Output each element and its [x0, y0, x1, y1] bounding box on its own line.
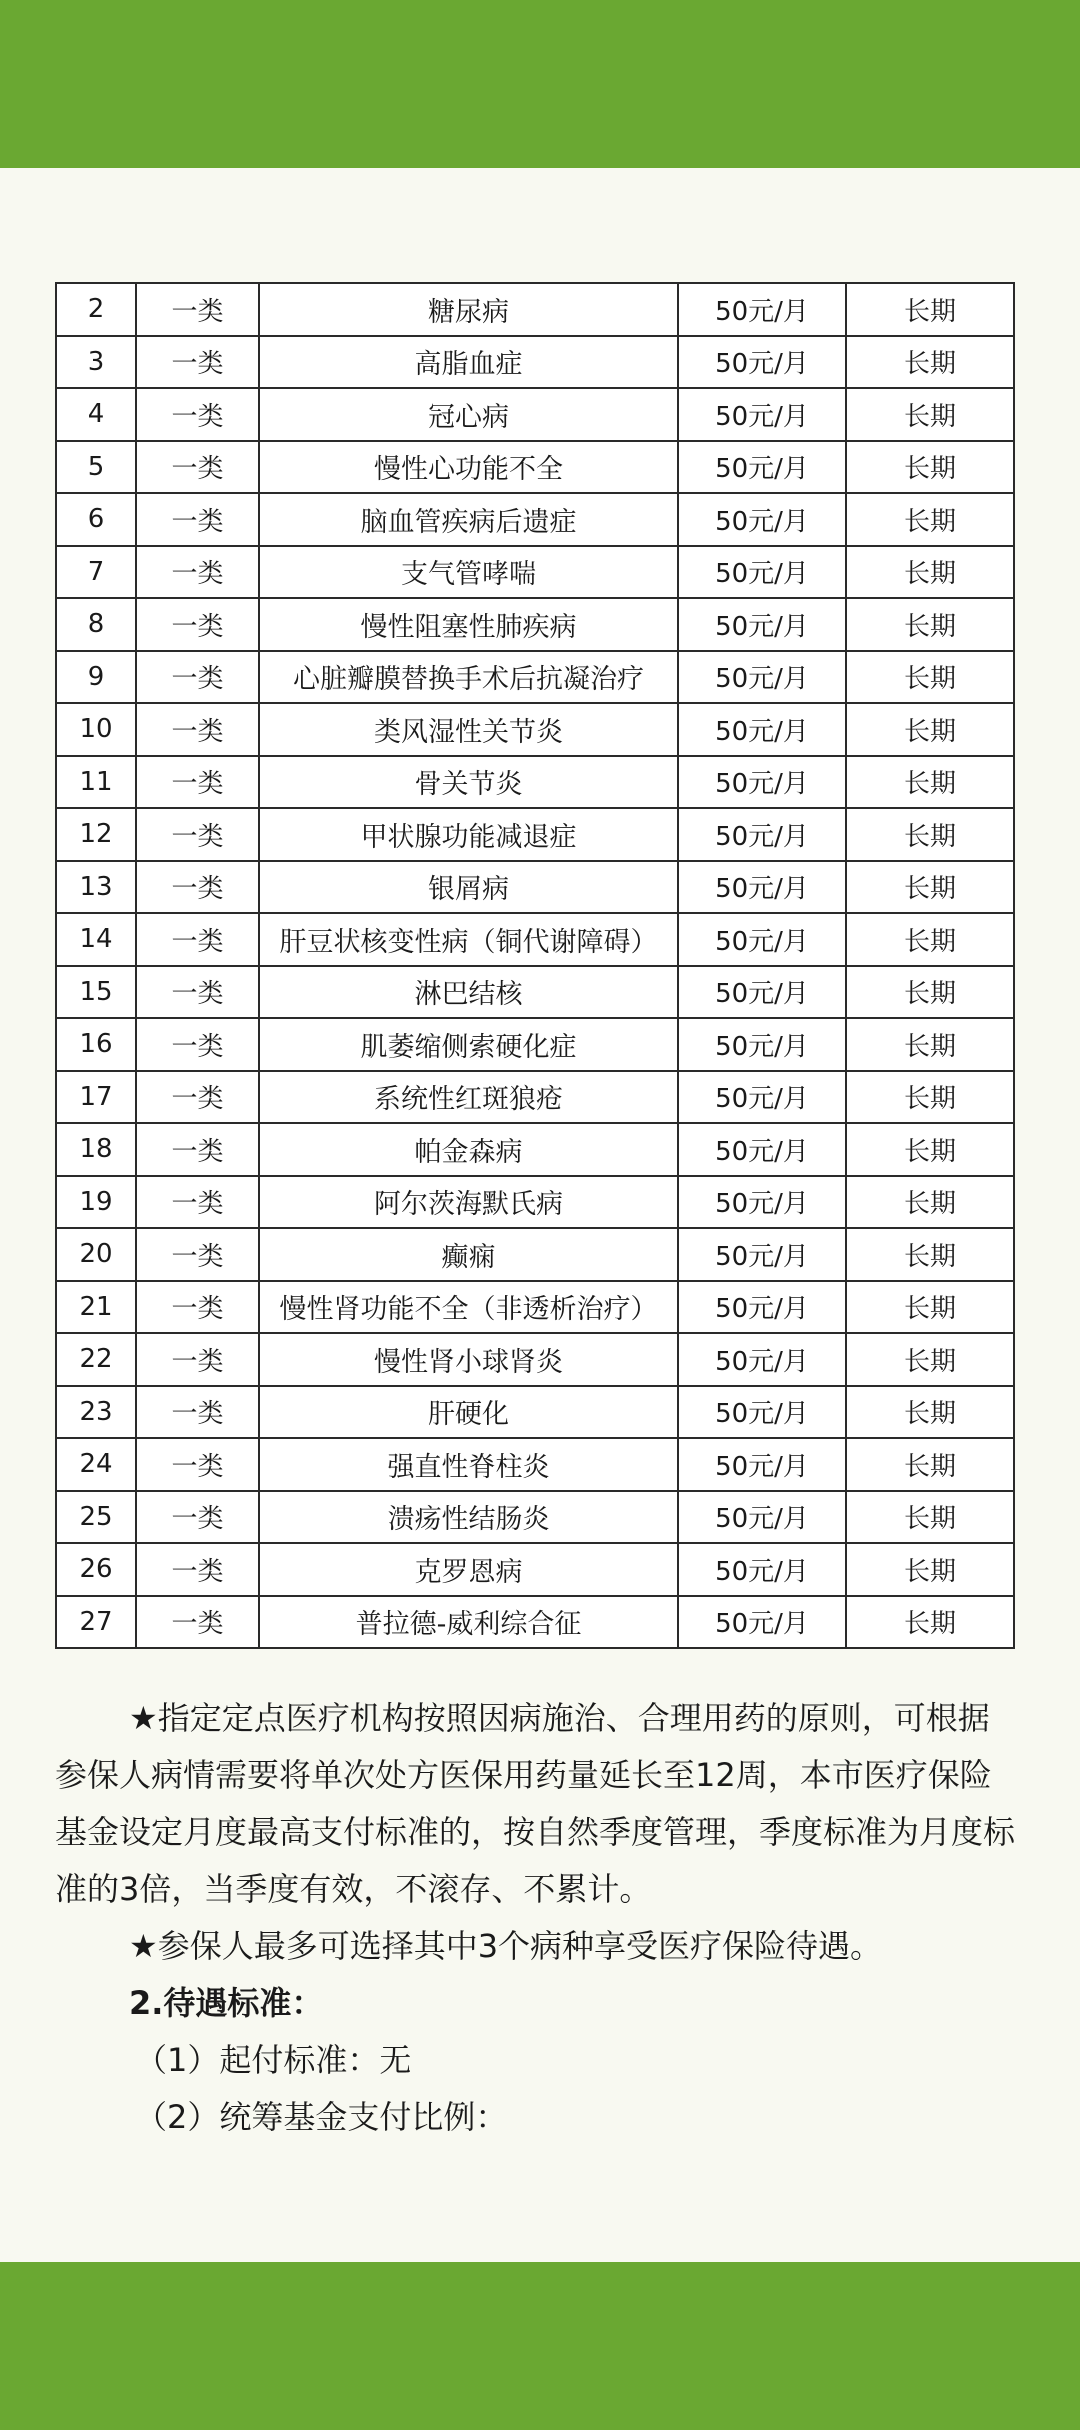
row-disease-name: 类风湿性关节炎 — [259, 703, 678, 756]
row-number: 24 — [56, 1438, 136, 1491]
row-period: 长期 — [846, 1333, 1014, 1386]
row-payment-limit: 50元/月 — [678, 1596, 846, 1649]
row-disease-name: 克罗恩病 — [259, 1543, 678, 1596]
table-row — [56, 546, 1014, 599]
row-payment-limit: 50元/月 — [678, 1386, 846, 1439]
table-row — [56, 651, 1014, 704]
row-period: 长期 — [846, 913, 1014, 966]
row-period: 长期 — [846, 808, 1014, 861]
row-period: 长期 — [846, 1018, 1014, 1071]
row-period: 长期 — [846, 1123, 1014, 1176]
row-disease-name: 帕金森病 — [259, 1123, 678, 1176]
row-payment-limit: 50元/月 — [678, 651, 846, 704]
row-period: 长期 — [846, 966, 1014, 1019]
note-max-diseases: ★参保人最多可选择其中3个病种享受医疗保险待遇。 — [129, 1927, 883, 1965]
row-disease-name: 慢性肾小球肾炎 — [259, 1333, 678, 1386]
row-number: 16 — [56, 1018, 136, 1071]
row-disease-name: 肝豆状核变性病（铜代谢障碍） — [259, 913, 678, 966]
table-row — [56, 1071, 1014, 1124]
row-number: 11 — [56, 756, 136, 809]
row-number: 12 — [56, 808, 136, 861]
item-fund-payment-ratio: （2）统筹基金支付比例： — [135, 2098, 508, 2136]
row-category: 一类 — [136, 441, 259, 494]
row-disease-name: 溃疡性结肠炎 — [259, 1491, 678, 1544]
row-disease-name: 阿尔茨海默氏病 — [259, 1176, 678, 1229]
row-payment-limit: 50元/月 — [678, 808, 846, 861]
row-payment-limit: 50元/月 — [678, 1123, 846, 1176]
row-period: 长期 — [846, 1596, 1014, 1649]
table-row — [56, 1438, 1014, 1491]
row-payment-limit: 50元/月 — [678, 1438, 846, 1491]
row-period: 长期 — [846, 756, 1014, 809]
row-number: 15 — [56, 966, 136, 1019]
row-number: 18 — [56, 1123, 136, 1176]
row-period: 长期 — [846, 493, 1014, 546]
row-disease-name: 冠心病 — [259, 388, 678, 441]
row-category: 一类 — [136, 1281, 259, 1334]
table-row — [56, 1596, 1014, 1649]
row-disease-name: 糖尿病 — [259, 283, 678, 336]
row-number: 14 — [56, 913, 136, 966]
row-number: 4 — [56, 388, 136, 441]
row-payment-limit: 50元/月 — [678, 756, 846, 809]
row-payment-limit: 50元/月 — [678, 1281, 846, 1334]
row-number: 22 — [56, 1333, 136, 1386]
row-payment-limit: 50元/月 — [678, 1071, 846, 1124]
row-disease-name: 肌萎缩侧索硬化症 — [259, 1018, 678, 1071]
table-row — [56, 808, 1014, 861]
table-row — [56, 966, 1014, 1019]
row-category: 一类 — [136, 861, 259, 914]
row-period: 长期 — [846, 598, 1014, 651]
row-category: 一类 — [136, 1176, 259, 1229]
row-disease-name: 强直性脊柱炎 — [259, 1438, 678, 1491]
row-category: 一类 — [136, 1491, 259, 1544]
row-payment-limit: 50元/月 — [678, 861, 846, 914]
row-payment-limit: 50元/月 — [678, 598, 846, 651]
table-row — [56, 1176, 1014, 1229]
row-number: 9 — [56, 651, 136, 704]
row-period: 长期 — [846, 1491, 1014, 1544]
table-row — [56, 861, 1014, 914]
table-row — [56, 756, 1014, 809]
row-number: 3 — [56, 336, 136, 389]
row-period: 长期 — [846, 1386, 1014, 1439]
disease-table-body — [56, 283, 1014, 1648]
table-row — [56, 441, 1014, 494]
row-disease-name: 甲状腺功能减退症 — [259, 808, 678, 861]
table-row — [56, 913, 1014, 966]
row-period: 长期 — [846, 1438, 1014, 1491]
row-period: 长期 — [846, 1071, 1014, 1124]
row-payment-limit: 50元/月 — [678, 283, 846, 336]
row-category: 一类 — [136, 283, 259, 336]
row-period: 长期 — [846, 283, 1014, 336]
row-number: 8 — [56, 598, 136, 651]
table-row — [56, 1018, 1014, 1071]
table-row — [56, 1281, 1014, 1334]
row-disease-name: 系统性红斑狼疮 — [259, 1071, 678, 1124]
row-disease-name: 慢性心功能不全 — [259, 441, 678, 494]
row-payment-limit: 50元/月 — [678, 1176, 846, 1229]
row-category: 一类 — [136, 1228, 259, 1281]
row-category: 一类 — [136, 651, 259, 704]
row-number: 17 — [56, 1071, 136, 1124]
row-period: 长期 — [846, 336, 1014, 389]
row-category: 一类 — [136, 1438, 259, 1491]
row-period: 长期 — [846, 546, 1014, 599]
row-category: 一类 — [136, 756, 259, 809]
row-payment-limit: 50元/月 — [678, 966, 846, 1019]
row-disease-name: 支气管哮喘 — [259, 546, 678, 599]
row-period: 长期 — [846, 1281, 1014, 1334]
row-disease-name: 慢性阻塞性肺疾病 — [259, 598, 678, 651]
row-payment-limit: 50元/月 — [678, 441, 846, 494]
row-number: 19 — [56, 1176, 136, 1229]
row-category: 一类 — [136, 546, 259, 599]
row-payment-limit: 50元/月 — [678, 493, 846, 546]
table-row — [56, 1543, 1014, 1596]
row-category: 一类 — [136, 1123, 259, 1176]
row-number: 13 — [56, 861, 136, 914]
row-disease-name: 脑血管疾病后遗症 — [259, 493, 678, 546]
row-category: 一类 — [136, 1333, 259, 1386]
row-number: 25 — [56, 1491, 136, 1544]
row-disease-name: 高脂血症 — [259, 336, 678, 389]
row-period: 长期 — [846, 388, 1014, 441]
bottom-green-band — [0, 2262, 1080, 2430]
table-row — [56, 1123, 1014, 1176]
row-period: 长期 — [846, 1228, 1014, 1281]
row-payment-limit: 50元/月 — [678, 336, 846, 389]
row-disease-name: 普拉德-威利综合征 — [259, 1596, 678, 1649]
table-row — [56, 283, 1014, 336]
table-row — [56, 1228, 1014, 1281]
row-period: 长期 — [846, 441, 1014, 494]
table-row — [56, 388, 1014, 441]
row-number: 2 — [56, 283, 136, 336]
row-payment-limit: 50元/月 — [678, 913, 846, 966]
row-number: 27 — [56, 1596, 136, 1649]
row-period: 长期 — [846, 1543, 1014, 1596]
table-row — [56, 703, 1014, 756]
row-period: 长期 — [846, 861, 1014, 914]
row-disease-name: 骨关节炎 — [259, 756, 678, 809]
row-category: 一类 — [136, 703, 259, 756]
top-green-band — [0, 0, 1080, 168]
row-category: 一类 — [136, 1543, 259, 1596]
row-disease-name: 银屑病 — [259, 861, 678, 914]
policy-notes — [55, 1690, 1015, 2146]
disease-table — [55, 282, 1013, 1649]
table-row — [56, 1333, 1014, 1386]
row-period: 长期 — [846, 703, 1014, 756]
table-row — [56, 493, 1014, 546]
row-payment-limit: 50元/月 — [678, 1333, 846, 1386]
row-number: 7 — [56, 546, 136, 599]
row-payment-limit: 50元/月 — [678, 1543, 846, 1596]
row-payment-limit: 50元/月 — [678, 1228, 846, 1281]
note-prescription-extension: ★指定定点医疗机构按照因病施治、合理用药的原则，可根据参保人病情需要将单次处方医保用药量延长至12周，本市医疗保险基金设定月度最高支付标准的，按自然季度管理，季度标准为月度标准的3倍，当季度有效，不滚存、不累计。 — [55, 1699, 1016, 1908]
row-disease-name: 心脏瓣膜替换手术后抗凝治疗 — [259, 651, 678, 704]
row-category: 一类 — [136, 1386, 259, 1439]
row-category: 一类 — [136, 388, 259, 441]
row-number: 26 — [56, 1543, 136, 1596]
section-heading-benefit-standard: 2.待遇标准： — [129, 1984, 324, 2022]
row-payment-limit: 50元/月 — [678, 1491, 846, 1544]
row-disease-name: 肝硬化 — [259, 1386, 678, 1439]
row-payment-limit: 50元/月 — [678, 546, 846, 599]
row-payment-limit: 50元/月 — [678, 703, 846, 756]
row-category: 一类 — [136, 1596, 259, 1649]
table-row — [56, 1491, 1014, 1544]
row-number: 5 — [56, 441, 136, 494]
table-row — [56, 1386, 1014, 1439]
row-payment-limit: 50元/月 — [678, 388, 846, 441]
row-period: 长期 — [846, 651, 1014, 704]
row-payment-limit: 50元/月 — [678, 1018, 846, 1071]
row-disease-name: 癫痫 — [259, 1228, 678, 1281]
row-category: 一类 — [136, 1018, 259, 1071]
table-row — [56, 598, 1014, 651]
row-number: 20 — [56, 1228, 136, 1281]
row-category: 一类 — [136, 493, 259, 546]
row-category: 一类 — [136, 1071, 259, 1124]
row-category: 一类 — [136, 336, 259, 389]
row-number: 23 — [56, 1386, 136, 1439]
row-period: 长期 — [846, 1176, 1014, 1229]
row-category: 一类 — [136, 913, 259, 966]
row-category: 一类 — [136, 598, 259, 651]
item-deductible: （1）起付标准：无 — [135, 2041, 412, 2079]
row-number: 6 — [56, 493, 136, 546]
row-disease-name: 慢性肾功能不全（非透析治疗） — [259, 1281, 678, 1334]
row-category: 一类 — [136, 808, 259, 861]
row-number: 21 — [56, 1281, 136, 1334]
row-number: 10 — [56, 703, 136, 756]
table-row — [56, 336, 1014, 389]
row-category: 一类 — [136, 966, 259, 1019]
row-disease-name: 淋巴结核 — [259, 966, 678, 1019]
